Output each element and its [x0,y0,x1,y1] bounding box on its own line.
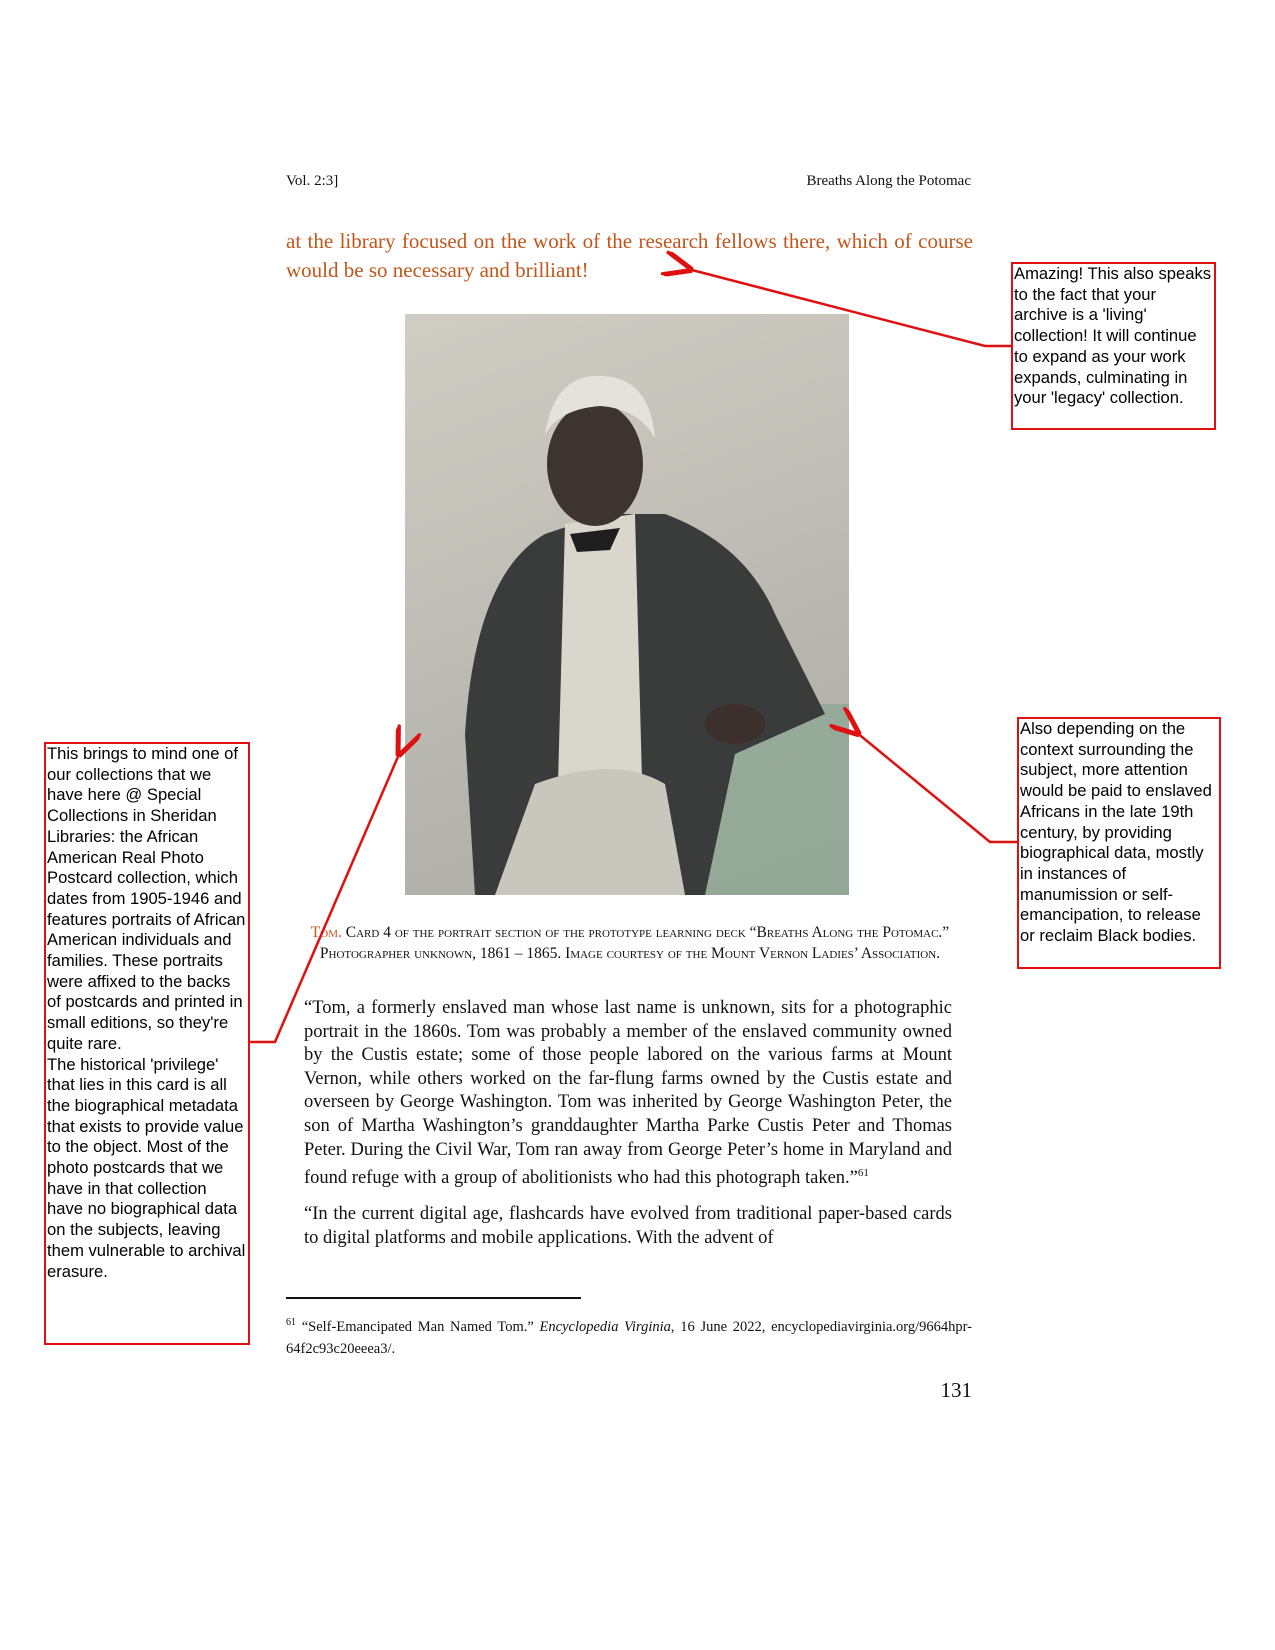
quote-paragraph: “Tom, a formerly enslaved man whose last name is unknown, sits for a photographic portrait in the 1860s. Tom was probably a member of the enslaved community owned by the Custis estate; some of those people labored on the various farms at Mount Vernon, while others worked on the far-flung farms owned by the Custis estate and overseen by George Washington. Tom was inherited by George Washington Peter, the son of Martha Washington’s granddaughter Martha Parke Custis Peter and Thomas Peter. During the Civil War, Tom ran away from George Peter’s home in Maryland and found refuge with a group of abolitionists who had this photograph taken.” [304,998,952,1189]
footnote-title: “Self-Emancipated Man Named Tom.” [296,1318,540,1335]
footnote-date-url: , 16 June 2022, encyclopediavirginia.org/9664hpr-64f2c93c20eeea3/. [286,1318,972,1357]
annotation-left-paragraph-1: This brings to mind one of our collections that we have here @ Special Collections in Sheridan Libraries: the African American Real Photo Postcard collection, which dates from 1905-1946 and features portraits of African American individuals and families. These portraits were affixed to the backs of postcards and printed in small editions, so they're quite rare. [47,744,246,1053]
arrow-mid-right [856,732,1017,842]
arrow-left [250,752,400,1042]
arrow-top-right [688,269,1011,346]
caption-text: Card 4 of the portrait section of the prototype learning deck “Breaths Along the Potomac.” Photographer unknown, 1861 – 1865. Image courtesy of the Mount Vernon Ladies’ Association. [319,924,950,962]
running-header-left: Vol. 2:3] [286,173,339,189]
footnote-ref[interactable]: 61 [857,1167,869,1180]
footnote-number: 61 [286,1317,296,1328]
highlighted-text: at the library focused on the work of the research fellows there, which of course would be so necessary and brilliant! [286,229,973,282]
annotation-comment-mid-right[interactable]: Also depending on the context surrounding the subject, more attention would be paid to enslaved Africans in the late 19th century, by providing biographical data, mostly in instances of manumission or self-emancipation, to release or reclaim Black bodies. [1017,717,1221,969]
caption-lead: Tom. [310,924,342,941]
running-header-right: Breaths Along the Potomac [806,173,971,189]
page-number: 131 [940,1378,972,1402]
annotation-left-paragraph-2: The historical 'privilege' that lies in this card is all the biographical metadata that exists to provide value to the object. Most of the photo postcards that we have in that collection have no biographical data on the subjects, leaving them vulnerable to archival erasure. [47,1054,246,1281]
footnote-source: Encyclopedia Virginia [539,1318,671,1335]
annotation-comment-top-right[interactable]: Amazing! This also speaks to the fact that your archive is a 'living' collection! It will continue to expand as your work expands, culminating in your 'legacy' collection. [1011,262,1216,430]
paragraph: “In the current digital age, flashcards have evolved from traditional paper-based cards to digital platforms and mobile applications. With the advent of [304,1203,952,1248]
